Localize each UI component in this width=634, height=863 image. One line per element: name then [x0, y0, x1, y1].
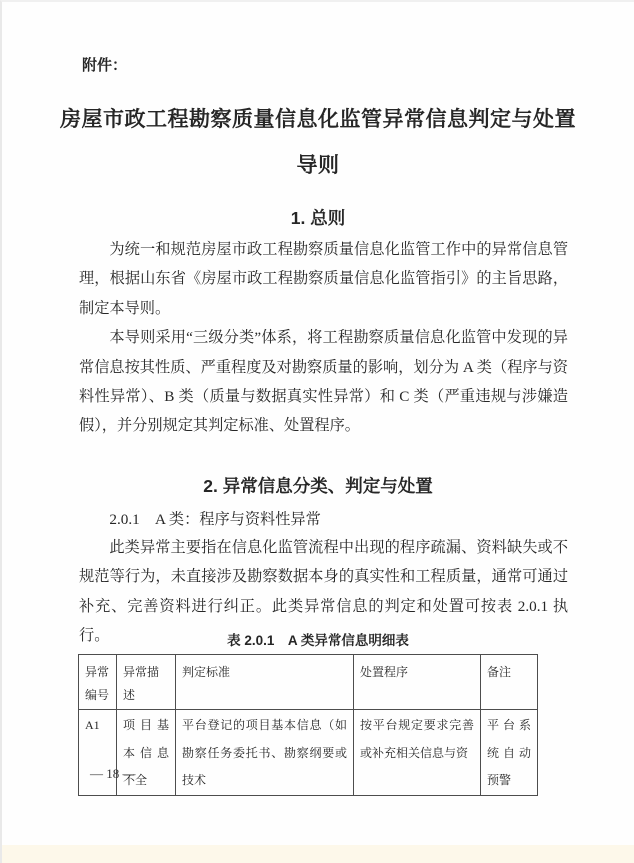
row-a1-description: 项目基本信息不全 — [117, 710, 176, 796]
table-header-procedure: 处置程序 — [354, 655, 481, 710]
section-1-body — [79, 235, 568, 441]
document-title-line2: 导则 — [296, 153, 340, 177]
table-header-criteria: 判定标准 — [176, 655, 354, 710]
section-1-paragraph-2: 本导则采用“三级分类”体系，将工程勘察质量信息化监管中发现的异常信息按其性质、严重程度及对勘察质量的影响，划分为 A 类（程序与资料性异常）、B 类（质量与数据真实性异常）和 C 类（严重违规与涉嫌造假），并分别规定其判定标准、处置程序。 — [79, 329, 568, 435]
section-1-heading: 1. 总则 — [290, 208, 346, 228]
attachment-label: 附件： — [82, 57, 128, 74]
row-a1-note: 平台系统自动预警 — [481, 710, 538, 796]
table-2-0-1 — [78, 654, 538, 796]
section-2-heading: 2. 异常信息分类、判定与处置 — [203, 476, 433, 496]
page-number: — 18 — — [90, 766, 136, 781]
table-header-description: 异常描述 — [117, 655, 176, 710]
table-header-note: 备注 — [481, 655, 538, 710]
document-title — [40, 96, 596, 188]
table-2-0-1-caption: 表 2.0.1 A 类异常信息明细表 — [227, 633, 409, 648]
table-row — [79, 710, 538, 796]
row-a1-procedure: 按平台规定要求完善或补充相关信息与资 — [354, 710, 481, 796]
section-2-paragraph: 此类异常主要指在信息化监管流程中出现的程序疏漏、资料缺失或不规范等行为，未直接涉及勘察数据本身的真实性和工程质量，通常可通过补充、完善资料进行纠正。此类异常信息的判定和处置可按表 2.0.1 执行。 — [79, 539, 568, 645]
section-1-paragraph-1: 为统一和规范房屋市政工程勘察质量信息化监管工作中的异常信息管理，根据山东省《房屋市政工程勘察质量信息化监管指引》的主旨思路，制定本导则。 — [79, 241, 568, 317]
row-a1-criteria: 平台登记的项目基本信息（如勘察任务委托书、勘察纲要或技术 — [176, 710, 354, 796]
scan-background-strip — [2, 845, 634, 863]
table-header-row — [79, 655, 538, 710]
table-header-code: 异常编号 — [79, 655, 117, 710]
document-title-line1: 房屋市政工程勘察质量信息化监管异常信息判定与处置 — [60, 107, 576, 131]
row-a1-code: A1 — [79, 710, 117, 796]
clause-2-0-1-heading: 2.0.1 A 类：程序与资料性异常 — [109, 511, 321, 528]
